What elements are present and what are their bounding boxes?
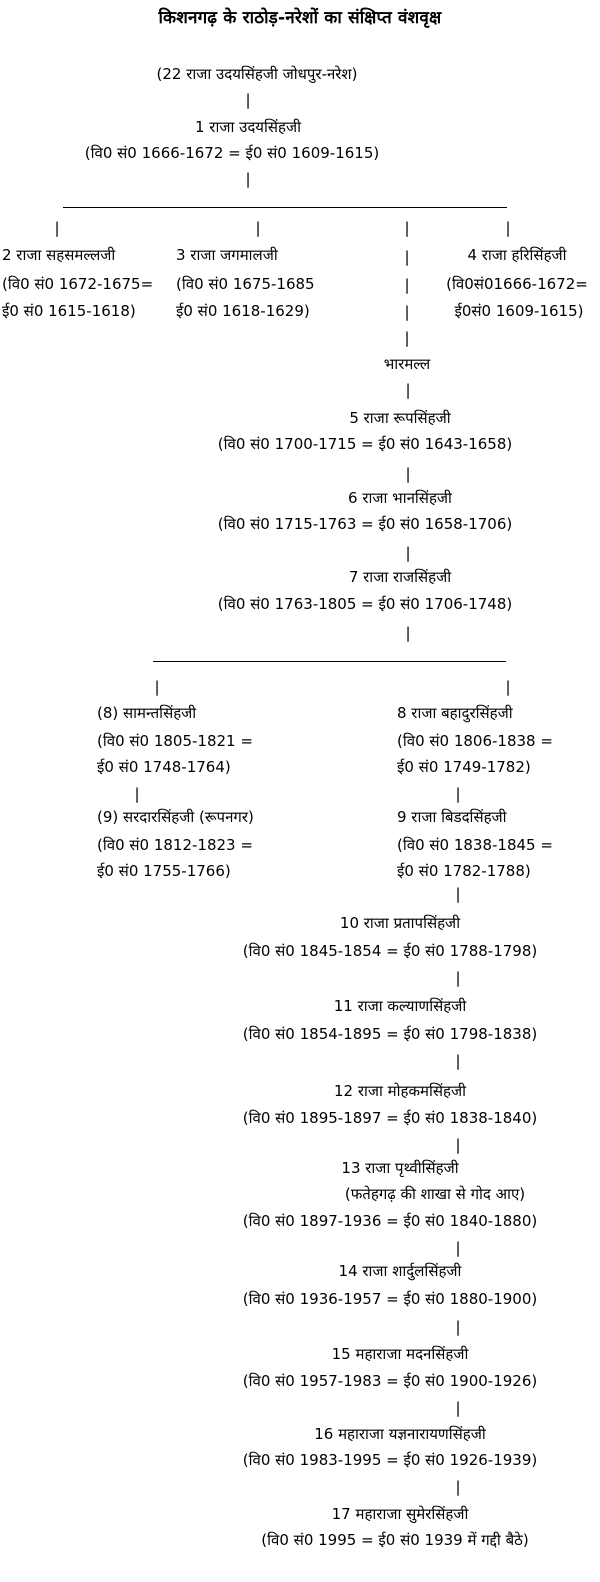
ruler-dates-10: (वि0 सं0 1845-1854 = ई0 सं0 1788-1798) [242,942,538,960]
ruler-dates-9-left-b: ई0 सं0 1755-1766) [97,862,231,880]
ruler-name-6: 6 राजा भानसिंहजी [348,489,452,507]
branch-tick: | [505,678,511,696]
ruler-dates-14: (वि0 सं0 1936-1957 = ई0 सं0 1880-1900) [242,1290,538,1308]
vertical-connector: | [134,785,140,803]
ruler-dates-9b: ई0 सं0 1782-1788) [397,862,531,880]
ruler-note-13: (फतेहगढ़ की शाखा से गोद आए) [344,1185,526,1203]
ancestor-label: (22 राजा उदयसिंहजी जोधपुर-नरेश) [156,65,358,83]
ruler-name-9: 9 राजा बिडदसिंहजी [397,808,507,826]
ruler-dates-9-left-a: (वि0 सं0 1812-1823 = [97,836,253,854]
ruler-dates-13: (वि0 सं0 1897-1936 = ई0 सं0 1840-1880) [242,1212,538,1230]
vertical-connector: | [455,1239,461,1257]
vertical-connector: | [455,1052,461,1070]
ruler-name-12: 12 राजा मोहकमसिंहजी [334,1082,466,1100]
ruler-name-13: 13 राजा पृथ्वीसिंहजी [341,1159,459,1177]
vertical-connector: | [405,544,411,562]
vertical-connector: | [455,885,461,903]
ruler-name-1: 1 राजा उदयसिंहजी [194,118,302,136]
ruler-dates-2b: ई0 सं0 1615-1618) [2,302,136,320]
ruler-name-3: 3 राजा जगमालजी [176,246,278,264]
ruler-name-14: 14 राजा शार्दुलसिंहजी [338,1262,462,1280]
vertical-connector: | [455,1318,461,1336]
ruler-dates-8a: (वि0 सं0 1806-1838 = [397,732,553,750]
ruler-name-10: 10 राजा प्रतापसिंहजी [339,914,461,932]
ruler-name-5: 5 राजा रूपसिंहजी [349,409,451,427]
vertical-connector: | [404,276,410,294]
ruler-dates-2a: (वि0 सं0 1672-1675= [2,275,154,293]
ruler-name-11: 11 राजा कल्याणसिंहजी [333,997,467,1015]
ruler-dates-8-left-a: (वि0 सं0 1805-1821 = [97,732,253,750]
vertical-connector: | [405,465,411,483]
ruler-dates-11: (वि0 सं0 1854-1895 = ई0 सं0 1798-1838) [242,1025,538,1043]
ruler-dates-17: (वि0 सं0 1995 = ई0 सं0 1939 में गद्दी बैठे) [261,1531,529,1549]
vertical-connector: | [455,1399,461,1417]
ruler-dates-9a: (वि0 सं0 1838-1845 = [397,836,553,854]
ruler-name-2: 2 राजा सहसमल्लजी [2,246,116,264]
branch-tick: | [404,219,410,237]
vertical-connector: | [405,381,411,399]
ruler-dates-8b: ई0 सं0 1749-1782) [397,758,531,776]
vertical-connector: | [245,91,251,109]
ruler-dates-1: (वि0 सं0 1666-1672 = ई0 सं0 1609-1615) [84,144,380,162]
vertical-connector: | [455,785,461,803]
branch-tick: | [154,678,160,696]
vertical-connector: | [455,1478,461,1496]
ruler-dates-15: (वि0 सं0 1957-1983 = ई0 सं0 1900-1926) [242,1372,538,1390]
ruler-dates-3a: (वि0 सं0 1675-1685 [176,275,315,293]
ruler-dates-12: (वि0 सं0 1895-1897 = ई0 सं0 1838-1840) [242,1109,538,1127]
ruler-name-17: 17 महाराजा सुमेरसिंहजी [331,1505,469,1523]
branch-tick: | [505,219,511,237]
ruler-name-7: 7 राजा राजसिंहजी [348,568,452,586]
vertical-connector: | [455,969,461,987]
ruler-name-bharmal: भारमल्ल [383,355,431,373]
vertical-connector: | [245,170,251,188]
branch-tick: | [255,219,261,237]
branch-line-1 [63,207,507,208]
vertical-connector: | [405,624,411,642]
ruler-dates-4a: (वि0सं01666-1672= [446,275,588,293]
ruler-name-15: 15 महाराजा मदनसिंहजी [331,1345,469,1363]
ruler-name-8: 8 राजा बहादुरसिंहजी [397,704,513,722]
ruler-dates-6: (वि0 सं0 1715-1763 = ई0 सं0 1658-1706) [217,515,513,533]
ruler-dates-7: (वि0 सं0 1763-1805 = ई0 सं0 1706-1748) [217,595,513,613]
ruler-name-4: 4 राजा हरिसिंहजी [467,246,567,264]
ruler-name-16: 16 महाराजा यज्ञनारायणसिंहजी [314,1425,486,1443]
ruler-dates-8-left-b: ई0 सं0 1748-1764) [97,758,231,776]
ruler-name-8-left: (8) सामन्तसिंहजी [97,704,197,722]
ruler-dates-3b: ई0 सं0 1618-1629) [176,302,310,320]
ruler-dates-5: (वि0 सं0 1700-1715 = ई0 सं0 1643-1658) [217,435,513,453]
vertical-connector: | [455,1136,461,1154]
ruler-dates-4b: ई0सं0 1609-1615) [454,302,584,320]
branch-tick: | [54,219,60,237]
ruler-dates-16: (वि0 सं0 1983-1995 = ई0 सं0 1926-1939) [242,1451,538,1469]
page-title: किशनगढ़ के राठोड़-नरेशों का संक्षिप्त वंशवृक्ष [158,8,442,28]
vertical-connector: | [404,329,410,347]
vertical-connector: | [404,248,410,266]
ruler-name-9-left: (9) सरदारसिंहजी (रूपनगर) [97,808,254,826]
vertical-connector: | [404,303,410,321]
branch-line-2 [153,661,506,662]
